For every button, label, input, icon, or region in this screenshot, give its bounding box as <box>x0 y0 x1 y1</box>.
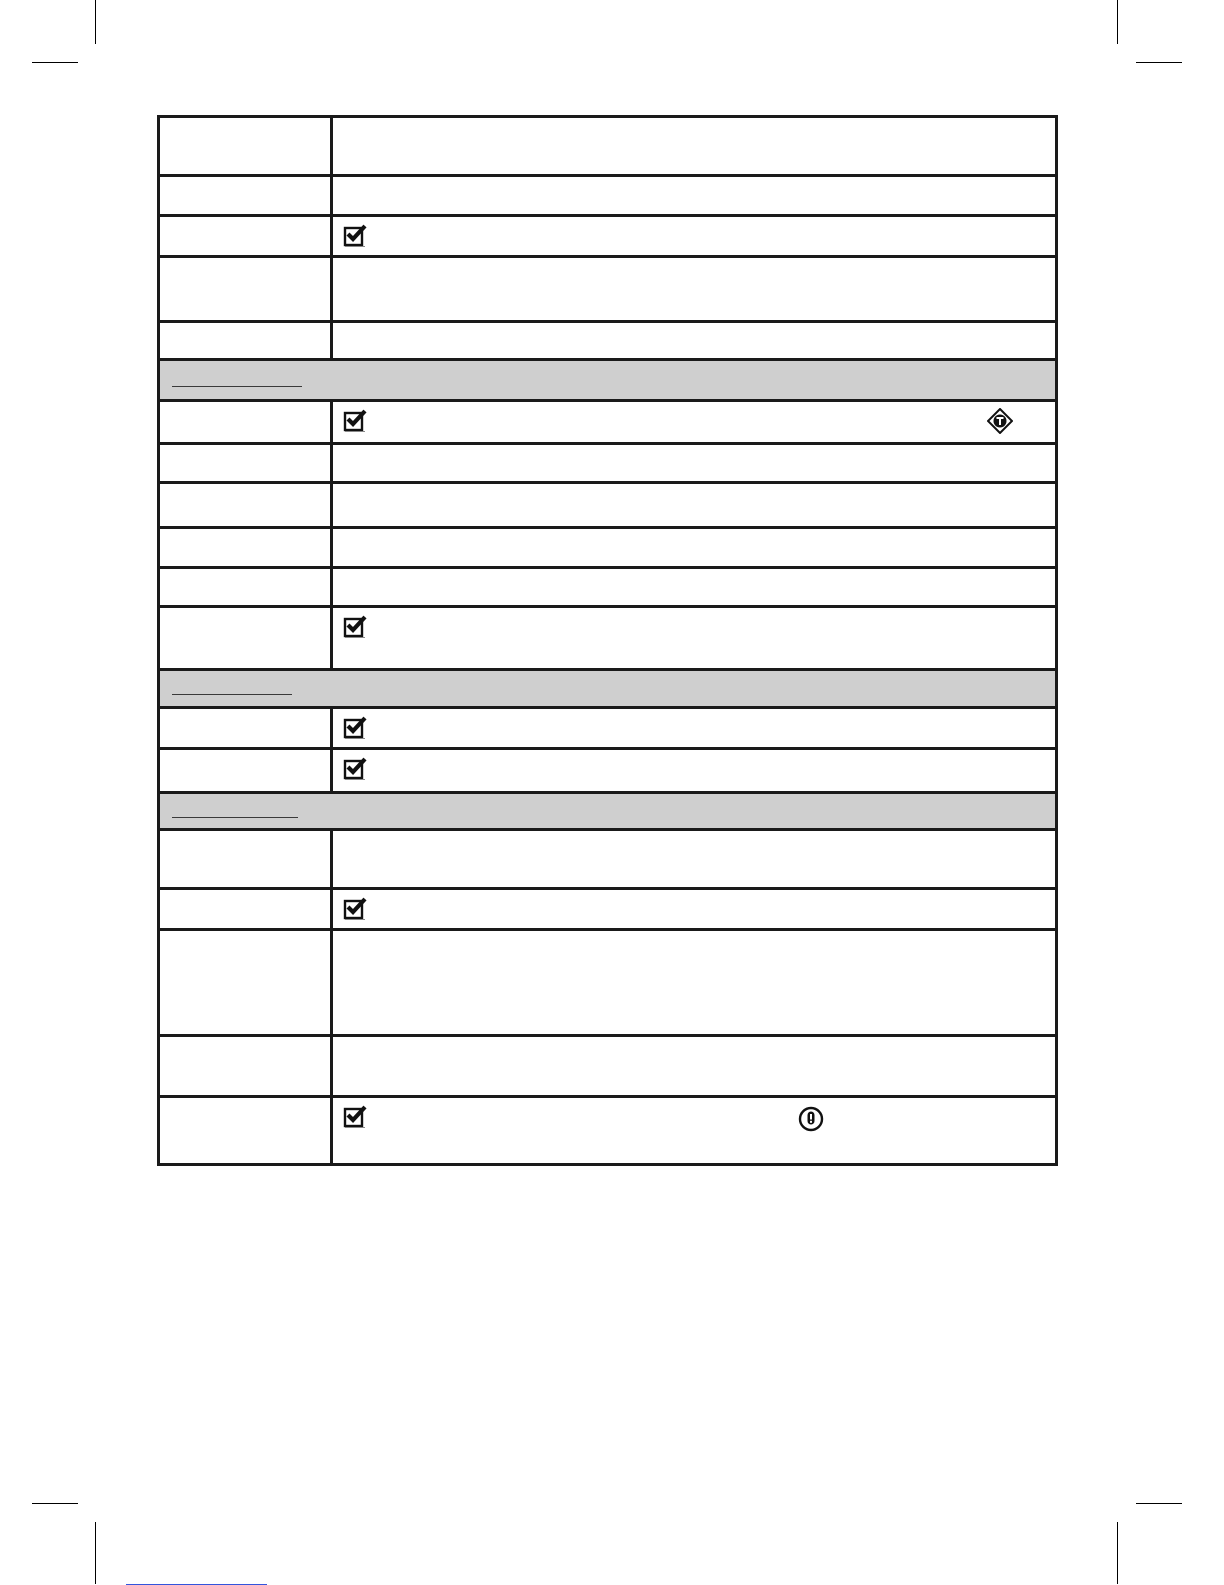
value-cell-content <box>343 402 1045 438</box>
table-row <box>159 568 1057 607</box>
label-cell <box>159 322 332 360</box>
table-row <box>159 1097 1057 1165</box>
table-row <box>159 176 1057 216</box>
label-cell <box>159 930 332 1036</box>
table-row <box>159 444 1057 483</box>
value-cell <box>332 889 1057 930</box>
value-cell <box>332 930 1057 1036</box>
section-title-underline <box>172 694 292 695</box>
table-row <box>159 607 1057 670</box>
diamond-t-icon <box>987 408 1013 439</box>
table-row <box>159 401 1057 444</box>
label-cell <box>159 444 332 483</box>
table-row <box>159 749 1057 793</box>
table-row <box>159 1036 1057 1097</box>
value-cell <box>332 830 1057 889</box>
label-cell <box>159 176 332 216</box>
value-cell-content <box>343 750 1045 786</box>
value-cell-content <box>343 890 1045 926</box>
section-header-cell <box>159 670 1057 708</box>
crop-mark-bottom-right-vertical <box>1117 1522 1118 1584</box>
table-row <box>159 257 1057 322</box>
value-cell <box>332 708 1057 749</box>
table-row <box>159 708 1057 749</box>
value-cell <box>332 401 1057 444</box>
table-row <box>159 216 1057 257</box>
crop-mark-bottom-left-horizontal <box>32 1503 78 1504</box>
table-row <box>159 117 1057 176</box>
crop-mark-bottom-left-vertical <box>95 1522 96 1584</box>
label-cell <box>159 401 332 444</box>
value-cell <box>332 444 1057 483</box>
spec-table-body <box>159 117 1057 1165</box>
crop-mark-top-left-horizontal <box>32 62 78 63</box>
table-row <box>159 528 1057 568</box>
value-cell-content <box>343 217 1045 253</box>
label-cell <box>159 1097 332 1165</box>
value-cell <box>332 607 1057 670</box>
label-cell <box>159 483 332 528</box>
value-cell <box>332 322 1057 360</box>
value-cell <box>332 1097 1057 1165</box>
crop-mark-top-right-vertical <box>1117 0 1118 44</box>
label-cell <box>159 568 332 607</box>
crop-mark-bottom-right-horizontal <box>1136 1503 1182 1504</box>
checkbox-checked-icon[interactable] <box>343 716 367 745</box>
section-header-cell <box>159 360 1057 401</box>
value-cell <box>332 1036 1057 1097</box>
section-header-row <box>159 793 1057 830</box>
checkbox-checked-icon[interactable] <box>343 409 367 438</box>
checkbox-checked-icon[interactable] <box>343 1105 367 1134</box>
table-row <box>159 322 1057 360</box>
value-cell <box>332 528 1057 568</box>
value-cell <box>332 749 1057 793</box>
table-row <box>159 889 1057 930</box>
label-cell <box>159 117 332 176</box>
label-cell <box>159 528 332 568</box>
value-cell <box>332 176 1057 216</box>
value-cell <box>332 117 1057 176</box>
label-cell <box>159 257 332 322</box>
section-header-cell <box>159 793 1057 830</box>
label-cell <box>159 749 332 793</box>
label-cell <box>159 607 332 670</box>
spec-table <box>157 115 1058 1166</box>
value-cell <box>332 483 1057 528</box>
checkbox-checked-icon[interactable] <box>343 897 367 926</box>
checkbox-checked-icon[interactable] <box>343 757 367 786</box>
table-row <box>159 830 1057 889</box>
label-cell <box>159 708 332 749</box>
label-cell <box>159 216 332 257</box>
value-cell <box>332 257 1057 322</box>
value-cell <box>332 216 1057 257</box>
section-title-underline <box>172 817 298 818</box>
section-header-row <box>159 670 1057 708</box>
section-title-underline <box>172 386 302 387</box>
value-cell-content <box>343 1098 1045 1134</box>
table-row <box>159 930 1057 1036</box>
checkbox-checked-icon[interactable] <box>343 224 367 253</box>
crop-mark-top-left-vertical <box>95 0 96 44</box>
table-row <box>159 483 1057 528</box>
label-cell <box>159 830 332 889</box>
label-cell <box>159 889 332 930</box>
crop-mark-top-right-horizontal <box>1136 62 1182 63</box>
checkbox-checked-icon[interactable] <box>343 615 367 644</box>
value-cell <box>332 568 1057 607</box>
value-cell-content <box>343 608 1045 644</box>
label-cell <box>159 1036 332 1097</box>
circle-info-icon <box>798 1106 824 1137</box>
section-header-row <box>159 360 1057 401</box>
value-cell-content <box>343 709 1045 745</box>
